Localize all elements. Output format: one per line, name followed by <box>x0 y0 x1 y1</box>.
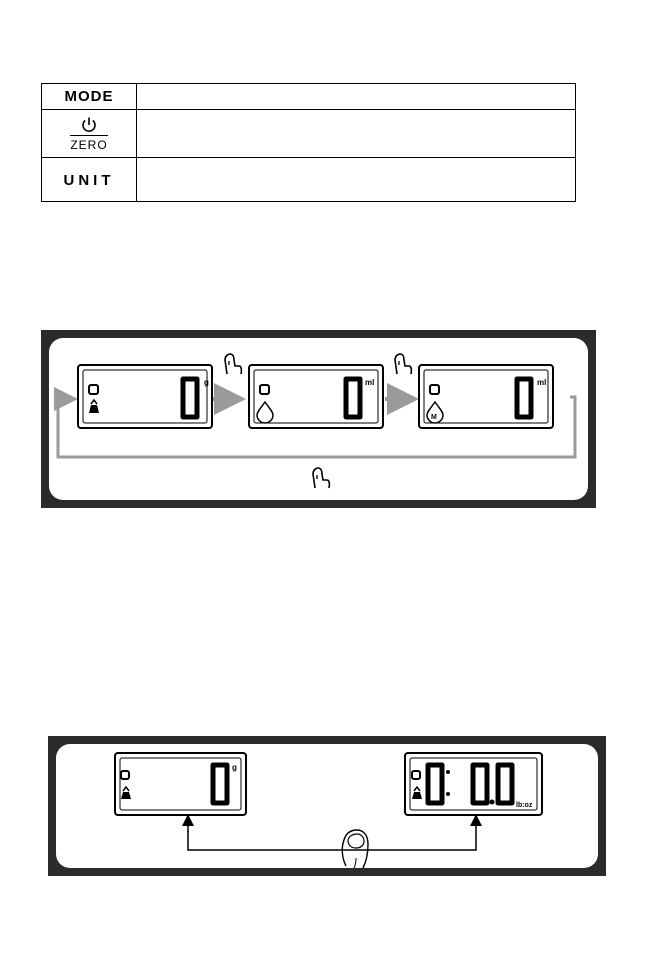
mode-cycle-diagram <box>41 330 596 508</box>
power-icon <box>80 116 98 134</box>
legend-row-zero <box>42 110 575 158</box>
zero-key-label: ZERO <box>70 137 108 152</box>
legend-row-mode <box>42 84 575 110</box>
decimal-dot <box>490 800 495 805</box>
lcd-display-grams <box>78 365 212 428</box>
indicator-square-icon <box>412 771 420 779</box>
unit-label-ml: ml <box>365 378 375 387</box>
indicator-square-icon <box>121 771 129 779</box>
lcd-display-milk <box>419 365 553 428</box>
unit-toggle-arrow <box>188 820 476 850</box>
unit-key-cell <box>42 158 137 202</box>
zero-key-cell <box>42 110 137 157</box>
unit-label-g: g <box>232 763 237 772</box>
mode-key-cell <box>42 84 137 109</box>
unit-label-lb-oz: lb:oz <box>516 802 533 809</box>
mode-cycle-panel <box>41 330 596 508</box>
finger-press-icon <box>225 354 241 374</box>
mode-key-label: MODE <box>64 88 114 105</box>
indicator-square-icon <box>89 385 98 394</box>
lcd-display-grams <box>115 753 246 815</box>
lcd-display-lb-oz <box>405 753 542 815</box>
unit-label-ml: ml <box>537 378 547 387</box>
mode-description-cell <box>137 84 575 109</box>
unit-label-g: g <box>204 378 209 387</box>
lcd-display-water <box>249 365 383 428</box>
svg-text:M: M <box>431 414 437 421</box>
legend-row-unit <box>42 158 575 202</box>
finger-press-icon <box>313 468 329 488</box>
finger-press-icon <box>342 830 368 868</box>
indicator-square-icon <box>430 385 439 394</box>
colon-dot <box>446 770 450 774</box>
indicator-square-icon <box>260 385 269 394</box>
zero-divider-line <box>70 135 108 136</box>
unit-toggle-panel <box>48 736 606 876</box>
unit-description-cell <box>137 158 575 202</box>
unit-key-label: UNIT <box>63 171 115 189</box>
button-legend-table <box>41 83 576 202</box>
colon-dot <box>446 792 450 796</box>
unit-toggle-diagram <box>48 736 606 876</box>
zero-description-cell <box>137 110 575 157</box>
finger-press-icon <box>395 354 411 374</box>
